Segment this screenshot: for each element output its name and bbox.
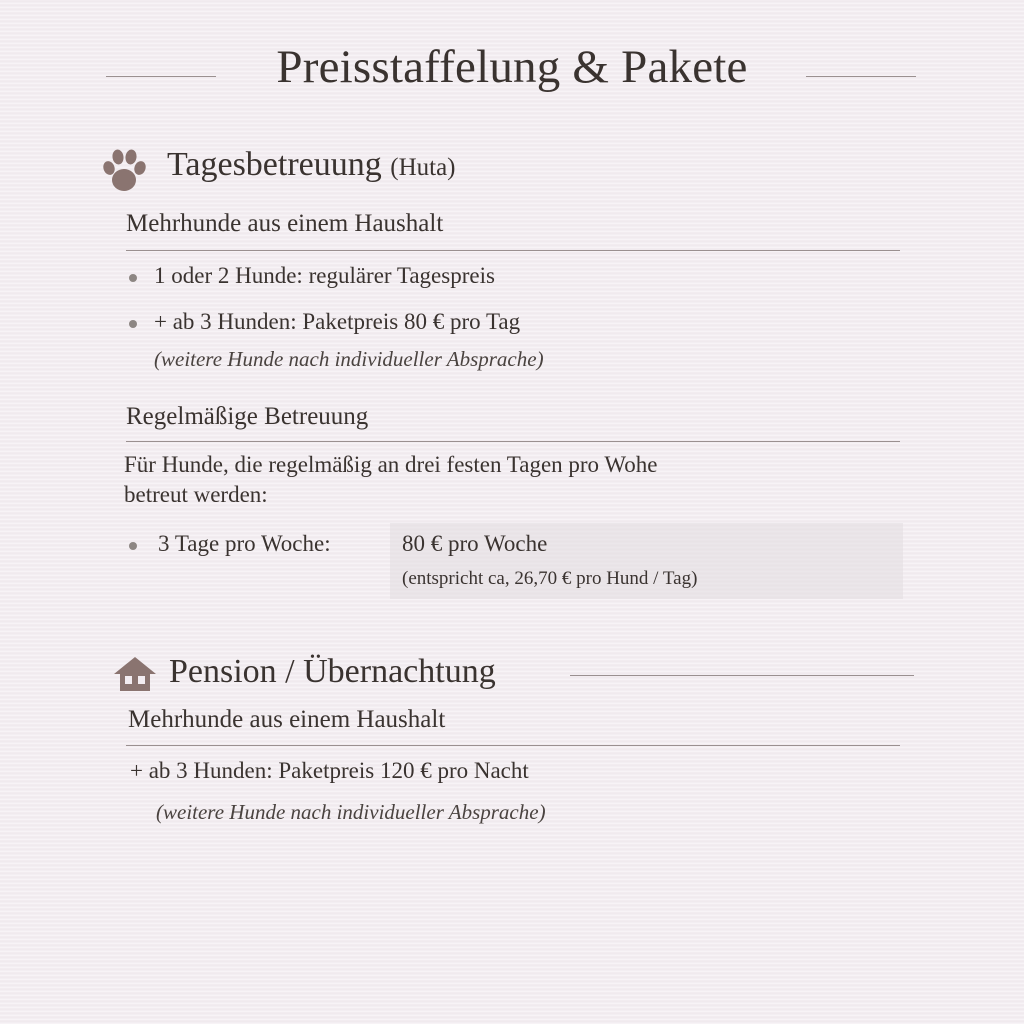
boarding-note: (weitere Hunde nach individueller Absprache): [156, 800, 546, 824]
daycare-multi-note: (weitere Hunde nach individueller Absprache): [154, 347, 544, 371]
page-title: Preisstaffelung & Pakete: [276, 41, 748, 93]
daycare-regular-text-line2: betreut werden:: [124, 482, 268, 507]
daycare-heading-text: Tagesbetreuung: [167, 146, 382, 183]
daycare-multi-subheading: Mehrhunde aus einem Haushalt: [126, 210, 444, 237]
boarding-subheading: Mehrhunde aus einem Haushalt: [128, 706, 446, 733]
paw-icon: [98, 146, 150, 196]
bullet-dot: [129, 274, 137, 282]
boarding-heading: Pension / Übernachtung: [169, 653, 496, 690]
title-rule-right: [806, 76, 916, 77]
daycare-regular-text-line1: Für Hunde, die regelmäßig an drei festen Tagen pro Wohe: [124, 452, 658, 477]
daycare-regular-rule: [126, 441, 900, 442]
daycare-regular-item-label: 3 Tage pro Woche:: [158, 531, 331, 556]
bullet-dot: [129, 542, 137, 550]
daycare-multi-item-2: + ab 3 Hunden: Paketpreis 80 € pro Tag: [154, 309, 521, 334]
daycare-heading-sub: (Huta): [390, 154, 456, 181]
boarding-item: + ab 3 Hunden: Paketpreis 120 € pro Nacht: [130, 758, 529, 783]
daycare-regular-item-note: (entspricht ca, 26,70 € pro Hund / Tag): [402, 568, 698, 589]
house-icon: [112, 655, 158, 693]
bullet-dot: [129, 320, 137, 328]
boarding-heading-rule: [570, 675, 914, 676]
daycare-multi-rule: [126, 250, 900, 251]
boarding-rule: [126, 745, 900, 746]
daycare-multi-item-1: 1 oder 2 Hunde: regulärer Tagespreis: [154, 263, 495, 288]
daycare-heading: [167, 146, 456, 184]
daycare-regular-subheading: Regelmäßige Betreuung: [126, 403, 369, 430]
daycare-regular-item-price: 80 € pro Woche: [402, 531, 548, 556]
